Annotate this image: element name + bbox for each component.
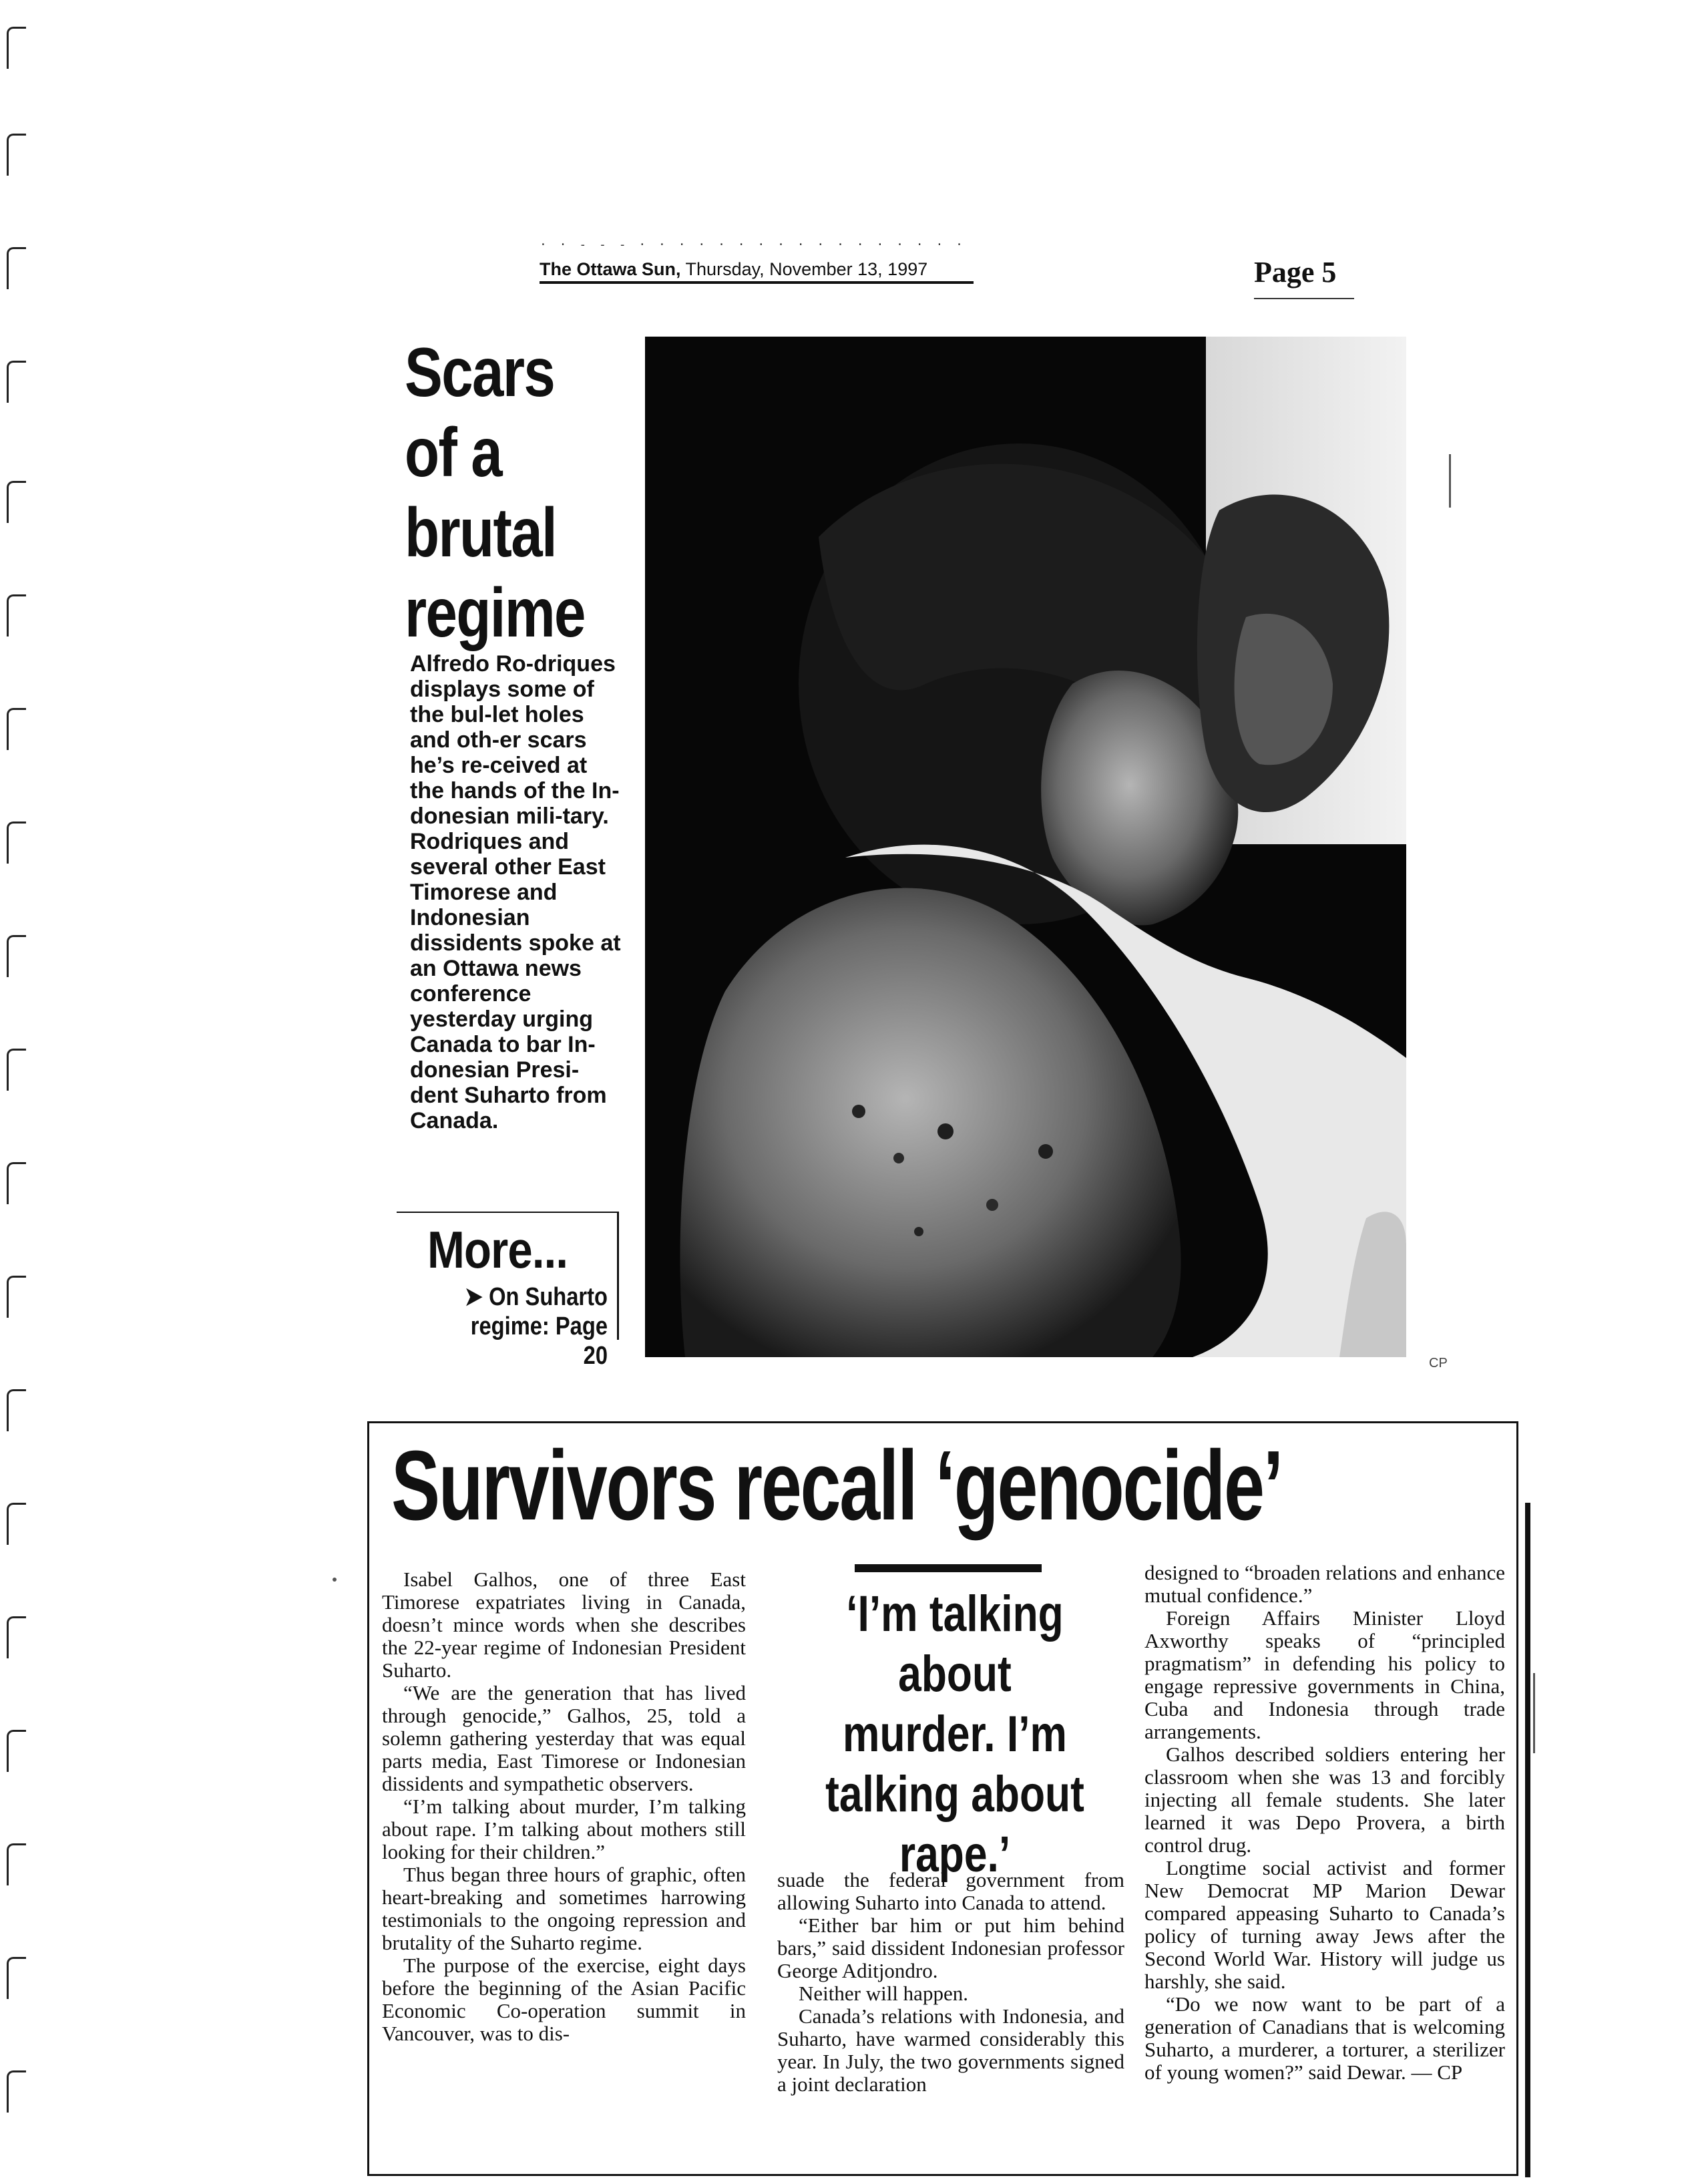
pull-quote-rule	[855, 1564, 1042, 1572]
article-paragraph: Neither will happen.	[799, 1982, 968, 2005]
scan-margin-mark	[7, 1957, 26, 1999]
scan-margin-mark	[7, 1616, 26, 1658]
scan-margin-mark	[7, 822, 26, 864]
main-story-headline: Survivors recall ‘genocide’	[391, 1431, 1282, 1541]
article-column-1	[382, 1568, 746, 2045]
scan-margin-mark	[7, 361, 26, 403]
more-label: More...	[427, 1220, 568, 1279]
scan-speck	[1533, 1673, 1535, 1753]
article-paragraph: “Either bar him or put him behind bars,” said dissident Indonesian professor George Aditjondro.	[777, 1914, 1124, 1982]
article-paragraph: The purpose of the exercise, eight days before the beginning of the Asian Pacific Economic Co-operation summit in Vancouver, was to dis-	[382, 1954, 746, 2045]
article-paragraph: designed to “broaden relations and enhance mutual confidence.”	[1144, 1561, 1505, 1607]
scan-margin-mark	[7, 594, 26, 636]
scan-margin-mark	[7, 1730, 26, 1772]
scan-speck	[333, 1578, 337, 1582]
article-paragraph: Isabel Galhos, one of three East Timorese expatriates living in Canada, doesn’t mince words when she describes the 22-year regime of Indonesian President Suharto.	[382, 1568, 746, 1682]
more-reference-link[interactable]: ➤ On Suharto regime: Page 20	[464, 1283, 608, 1370]
article-paragraph: suade the federal government from allowing Suharto into Canada to attend.	[777, 1868, 1124, 1914]
scan-margin-mark	[7, 1843, 26, 1885]
main-story-shadow-rule	[1525, 1503, 1530, 2177]
page-number-rule	[1254, 298, 1354, 299]
scan-margin-mark	[7, 247, 26, 289]
scan-margin-mark	[7, 1503, 26, 1545]
dateline	[540, 259, 974, 284]
article-paragraph: Longtime social activist and former New Democrat MP Marion Dewar compared appeasing Suharto to Canada’s policy of turning away Jews after the Second World War. History will judge us harshly, she said.	[1144, 1856, 1505, 1993]
scan-margin-mark	[7, 27, 26, 69]
news-photo	[645, 337, 1406, 1357]
publication-name: The Ottawa Sun,	[540, 259, 681, 279]
photo-credit: CP	[1429, 1356, 1448, 1371]
article-paragraph: Thus began three hours of graphic, often heart-breaking and sometimes harrowing testimonials to the ongoing repression and brutality of the Suharto regime.	[382, 1863, 746, 1954]
scan-margin-mark	[7, 1389, 26, 1431]
news-photo-graphic	[645, 337, 1406, 1357]
scan-margin-mark	[7, 1276, 26, 1318]
scan-margin-mark	[7, 935, 26, 977]
scan-speck	[1449, 454, 1451, 508]
scan-noise-header: · · - - - · · · · · · · · · · · · · · · · ·	[540, 238, 966, 252]
photo-caption: Alfredo Ro-driques displays some of the bul-let holes and oth-er scars he’s re-ceived at the hands of the In-donesian mili-tary. Rodriques and several other East Timorese and Indonesian dissidents spoke at an Ottawa news conference yesterday urging Canada to bar In-donesian Presi-dent Suharto from Canada.	[410, 651, 621, 1133]
article-paragraph: “I’m talking about murder, I’m talking about rape. I’m talking about mothers still looking for their children.”	[382, 1795, 746, 1863]
article-column-2	[777, 1869, 1124, 2096]
scan-margin-mark	[7, 1049, 26, 1091]
scan-margin-mark	[7, 1162, 26, 1204]
article-paragraph: Galhos described soldiers entering her classroom when she was 13 and forcibly injecting all female students. She later learned it was Depo Provera, a birth control drug.	[1144, 1743, 1505, 1857]
article-column-3	[1144, 1562, 1505, 2084]
top-story-headline: Scars of a brutal regime	[405, 334, 585, 652]
article-paragraph: “We are the generation that has lived through genocide,” Galhos, 25, told a solemn gathering yesterday that was equal parts media, East Timorese or Indonesian dissidents and sympathetic observers.	[382, 1681, 746, 1795]
publication-date: Thursday, November 13, 1997	[685, 259, 928, 279]
scan-margin-mark	[7, 708, 26, 750]
article-paragraph: “Do we now want to be part of a generation of Canadians that is welcoming Suharto, a murderer, a torturer, a sterilizer of young women?” said Dewar. — CP	[1144, 1992, 1505, 2084]
article-paragraph: Canada’s relations with Indonesia, and Suharto, have warmed considerably this year. In July, the two governments signed a joint declaration	[777, 2004, 1124, 2096]
scan-margin-mark	[7, 481, 26, 523]
pull-quote: ‘I’m talking about murder. I’m talking about rape.’	[825, 1586, 1084, 1883]
scan-margin-mark	[7, 2070, 26, 2113]
article-paragraph: Foreign Affairs Minister Lloyd Axworthy speaks of “principled pragmatism” in defending his policy to engage repressive governments in China, Cuba and Indonesia through trade arrangements.	[1144, 1606, 1505, 1743]
page-number: Page 5	[1254, 256, 1337, 289]
scan-margin-mark	[7, 134, 26, 176]
